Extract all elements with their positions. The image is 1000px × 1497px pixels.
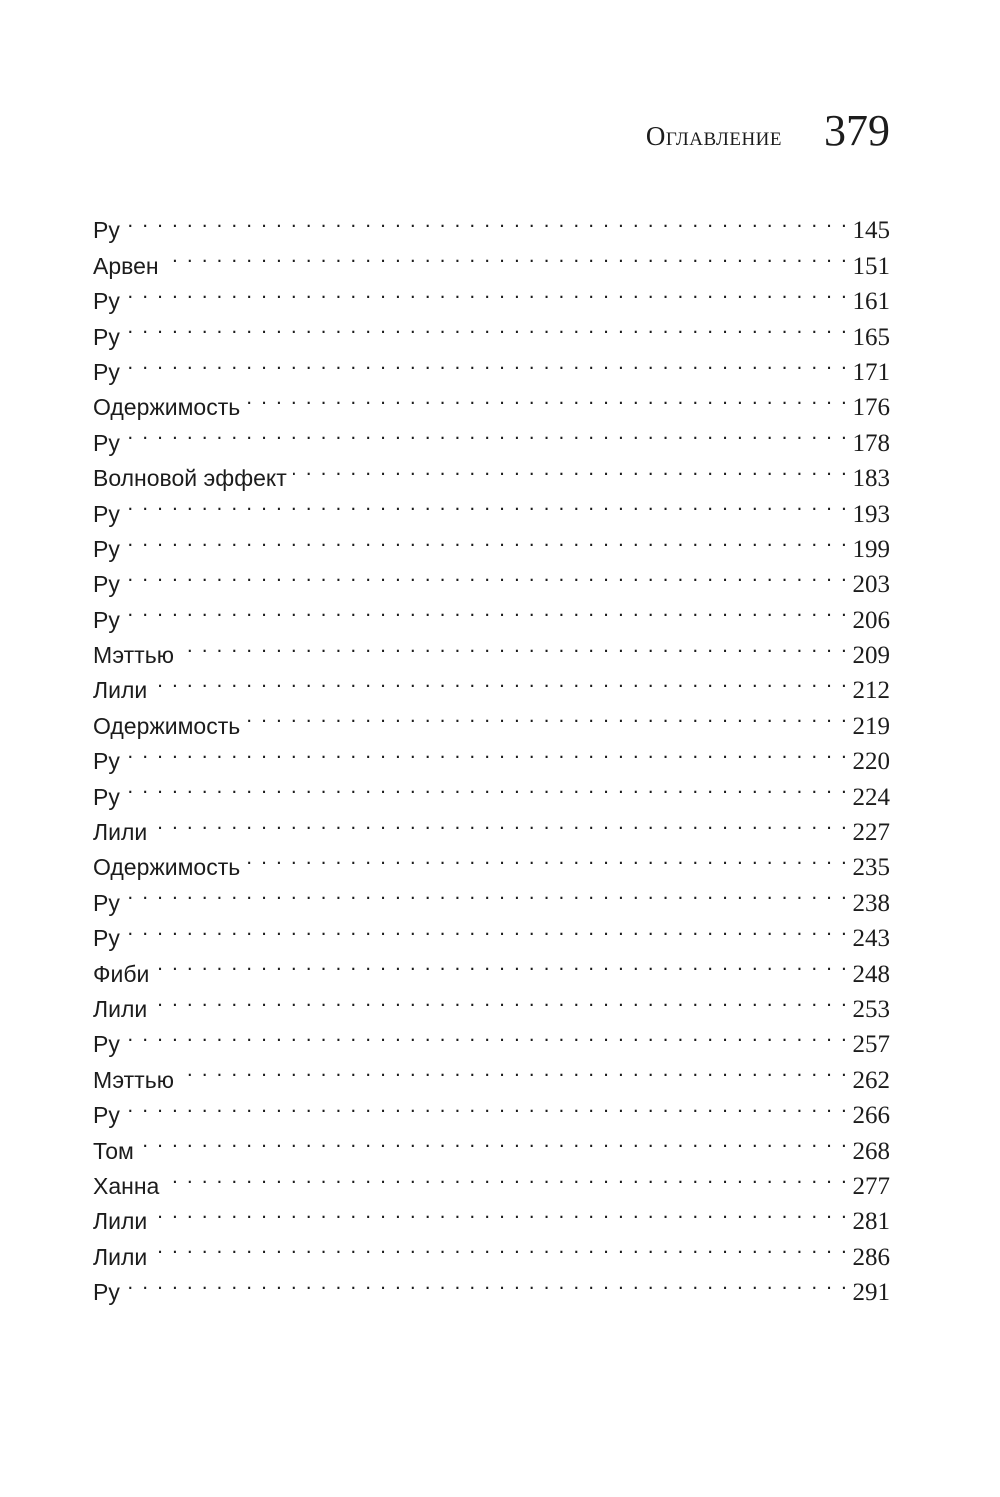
- toc-entry-title: Ру: [93, 217, 120, 244]
- dot-leader: [126, 911, 849, 946]
- toc-entry: [93, 522, 890, 563]
- dot-leader: [140, 1123, 849, 1158]
- toc-entry: [93, 663, 890, 705]
- toc-entry: [93, 805, 890, 847]
- toc-entry: [93, 734, 890, 776]
- dot-leader: [153, 1229, 848, 1264]
- toc-entry-page: 165: [852, 323, 890, 351]
- dot-leader: [246, 840, 848, 875]
- toc-entry-page: 253: [852, 995, 890, 1023]
- toc-entry-page: 145: [852, 217, 890, 245]
- dot-leader: [246, 698, 848, 733]
- toc-entry-page: 262: [852, 1066, 890, 1094]
- toc-entry-title: Ру: [93, 571, 120, 598]
- dot-leader: [153, 982, 848, 1017]
- dot-leader: [126, 274, 849, 309]
- toc-entry: [93, 911, 890, 953]
- toc-entry: [93, 1194, 890, 1236]
- dot-leader: [165, 238, 849, 273]
- dot-leader: [293, 451, 849, 486]
- section-title: Оглавление: [645, 121, 782, 151]
- toc-entry-title: Ру: [93, 358, 120, 385]
- toc-entry-page: 268: [852, 1137, 890, 1165]
- toc-entry-page: 286: [852, 1243, 890, 1271]
- toc-entry-page: 178: [852, 429, 890, 457]
- toc-entry-title: Ру: [93, 783, 120, 810]
- toc-entry: [93, 345, 890, 386]
- toc-entry-page: 209: [852, 642, 890, 670]
- dot-leader: [153, 805, 848, 840]
- toc-entry-title: Ру: [93, 925, 120, 952]
- dot-leader: [126, 522, 849, 557]
- toc-entry-page: 257: [852, 1031, 890, 1059]
- running-head: [646, 105, 890, 156]
- toc-entry-title: Волновой эффект: [93, 465, 287, 492]
- toc-entry-title: Мэттью: [93, 1066, 174, 1093]
- toc-entry-title: Ру: [93, 1102, 120, 1129]
- toc-entry-title: Ру: [93, 1031, 120, 1058]
- toc-entry-title: Ру: [93, 323, 120, 350]
- toc-entry-title: Ханна: [93, 1172, 160, 1199]
- toc-entry-page: 235: [852, 854, 890, 882]
- toc-entry-page: 277: [852, 1172, 890, 1200]
- dot-leader: [126, 734, 849, 769]
- toc-entry: [93, 982, 890, 1023]
- toc-entry-title: Ру: [93, 500, 120, 527]
- toc-entry: [93, 1265, 890, 1307]
- toc-entry-title: Одержимость: [93, 712, 241, 739]
- toc-entry-title: Ру: [93, 606, 120, 633]
- toc-entry-page: 224: [852, 783, 890, 811]
- toc-entry: [93, 1088, 890, 1130]
- dot-leader: [180, 1052, 849, 1087]
- dot-leader: [126, 769, 849, 804]
- toc-entry-title: Ру: [93, 1279, 120, 1306]
- toc-entry-page: 212: [852, 677, 890, 705]
- toc-entry-page: 291: [852, 1279, 890, 1307]
- dot-leader: [126, 486, 849, 521]
- toc-entry-title: Ру: [93, 288, 120, 315]
- toc-entry-page: 227: [852, 819, 890, 847]
- toc-entry: [93, 1159, 890, 1200]
- toc-entry: [93, 628, 890, 670]
- toc-entry: [93, 946, 890, 988]
- toc-entry-title: Фиби: [93, 960, 150, 987]
- toc-entry-page: 171: [852, 358, 890, 386]
- toc-entry: [93, 238, 890, 280]
- dot-leader: [126, 875, 849, 910]
- toc-entry-title: Мэттью: [93, 642, 174, 669]
- dot-leader: [126, 203, 849, 238]
- dot-leader: [155, 946, 848, 981]
- toc-entry: [93, 451, 890, 493]
- dot-leader: [180, 628, 849, 663]
- toc-entry: [93, 415, 890, 457]
- toc-entry-title: Ру: [93, 748, 120, 775]
- toc-entry: [93, 380, 890, 422]
- toc-entry: [93, 1123, 890, 1165]
- toc-entry-page: 206: [852, 606, 890, 634]
- toc-entry-page: 248: [852, 960, 890, 988]
- toc-entry-page: 219: [852, 712, 890, 740]
- toc-entry-page: 281: [852, 1208, 890, 1236]
- toc-entry: [93, 875, 890, 917]
- dot-leader: [126, 309, 849, 344]
- dot-leader: [126, 1265, 849, 1300]
- toc-entry-title: Том: [93, 1137, 134, 1164]
- toc-entry-page: 199: [852, 535, 890, 563]
- toc-entry-title: Лили: [93, 1208, 148, 1235]
- table-of-contents: [93, 203, 890, 1307]
- toc-entry: [93, 486, 890, 528]
- dot-leader: [126, 415, 849, 450]
- dot-leader: [126, 557, 849, 592]
- dot-leader: [165, 1159, 848, 1194]
- toc-entry: [93, 592, 890, 634]
- dot-leader: [126, 345, 849, 380]
- toc-entry-title: Ру: [93, 889, 120, 916]
- toc-entry-title: Арвен: [93, 252, 159, 279]
- toc-entry-title: Лили: [93, 819, 148, 846]
- toc-entry: [93, 769, 890, 811]
- toc-entry-page: 193: [852, 500, 890, 528]
- toc-entry: [93, 1052, 890, 1094]
- dot-leader: [126, 592, 849, 627]
- page-number: 379: [824, 106, 890, 155]
- toc-entry-title: Ру: [93, 429, 120, 456]
- dot-leader: [126, 1017, 849, 1052]
- dot-leader: [153, 663, 848, 698]
- dot-leader: [153, 1194, 848, 1229]
- toc-entry-page: 151: [852, 252, 890, 280]
- toc-entry-page: 220: [852, 748, 890, 776]
- toc-entry-title: Лили: [93, 1243, 148, 1270]
- dot-leader: [246, 380, 848, 415]
- toc-entry-title: Одержимость: [93, 854, 241, 881]
- toc-entry-page: 203: [852, 571, 890, 599]
- toc-entry: [93, 840, 890, 882]
- toc-entry-page: 183: [852, 465, 890, 493]
- toc-entry: [93, 557, 890, 599]
- toc-entry-title: Одержимость: [93, 394, 241, 421]
- toc-entry: [93, 203, 890, 245]
- toc-entry-page: 243: [852, 925, 890, 953]
- toc-entry-page: 161: [852, 288, 890, 316]
- dot-leader: [126, 1088, 849, 1123]
- toc-entry: [93, 309, 890, 351]
- toc-entry: [93, 1017, 890, 1059]
- toc-entry-page: 238: [852, 889, 890, 917]
- toc-entry-page: 176: [852, 394, 890, 422]
- toc-entry-page: 266: [852, 1102, 890, 1130]
- toc-entry: [93, 274, 890, 316]
- toc-entry-title: Лили: [93, 677, 148, 704]
- toc-entry: [93, 698, 890, 740]
- toc-entry: [93, 1229, 890, 1271]
- toc-entry-title: Ру: [93, 535, 120, 562]
- toc-entry-title: Лили: [93, 995, 148, 1022]
